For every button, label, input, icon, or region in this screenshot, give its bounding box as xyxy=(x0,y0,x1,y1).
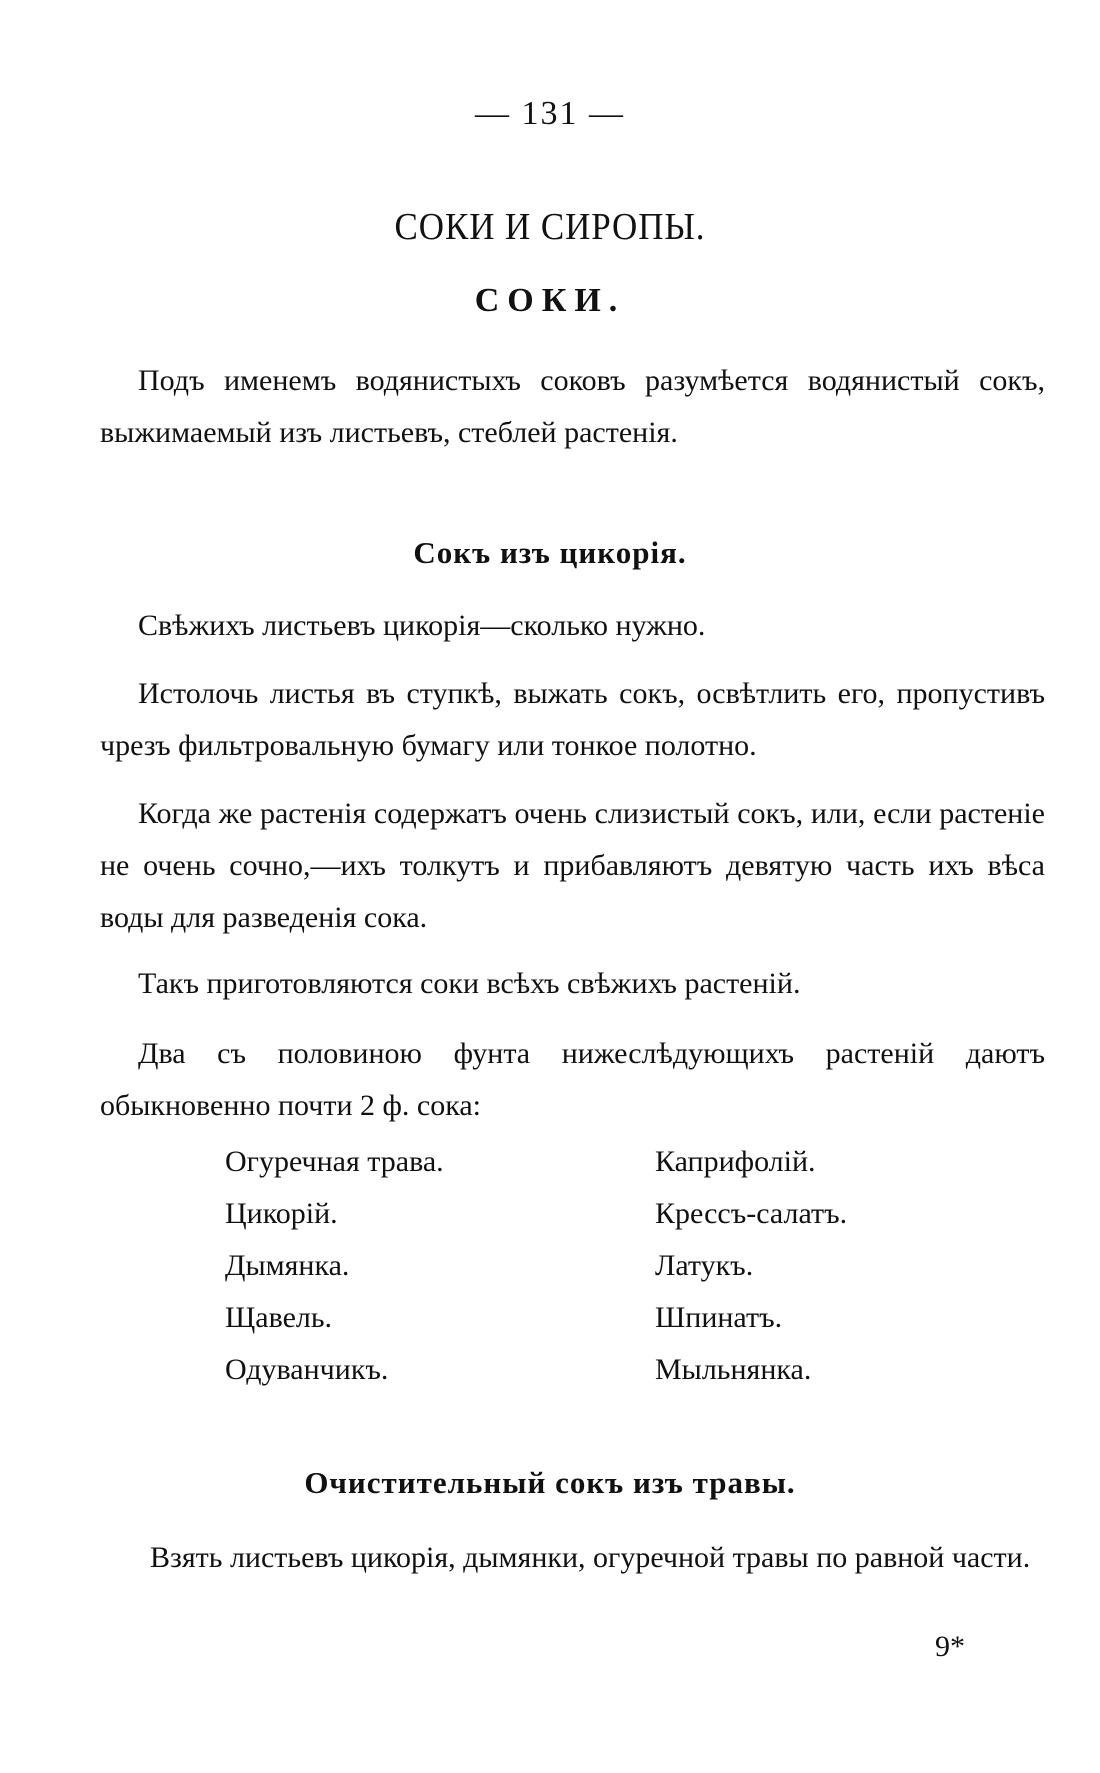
fresh-plants-paragraph xyxy=(100,958,1045,1010)
cleansing-juice-heading: Очистительный сокъ изъ травы. xyxy=(304,1465,796,1500)
yield-paragraph xyxy=(100,1028,1045,1132)
plant-item: Каприфолій. xyxy=(655,1145,816,1178)
yield-text: Два съ половиною фунта нижеслѣдующихъ растеній даютъ обыкновенно почти 2 ф. сока: xyxy=(100,1037,1045,1122)
plant-item: Латукъ. xyxy=(655,1249,754,1282)
chicory-method-text: Истолочь листья въ ступкѣ, выжать сокъ, освѣтлить его, пропустивъ чрезъ фильтровальную бумагу или тонкое полотно. xyxy=(100,677,1045,762)
cleansing-text: Взять листьевъ цикорія, дымянки, огуречной травы по равной части. xyxy=(150,1541,1031,1574)
plant-item: Мыльнянка. xyxy=(655,1353,812,1386)
plant-item: Крессъ-салатъ. xyxy=(655,1197,848,1230)
cleansing-paragraph xyxy=(112,1532,1045,1584)
chicory-juice-heading: Сокъ изъ цикорія. xyxy=(413,535,687,570)
subsection-title: СОКИ. xyxy=(474,282,626,319)
plant-item: Одуванчикъ. xyxy=(225,1353,389,1386)
plant-list xyxy=(225,1145,925,1405)
mucilage-paragraph xyxy=(100,788,1045,944)
fresh-plants-text: Такъ приготовляются соки всѣхъ свѣжихъ растеній. xyxy=(138,967,801,1000)
plant-item: Цикорій. xyxy=(225,1197,338,1230)
chicory-ingredient-paragraph xyxy=(100,600,1045,652)
plant-item: Шпинатъ. xyxy=(655,1301,783,1334)
chicory-ingredient-text: Свѣжихъ листьевъ цикорія—сколько нужно. xyxy=(138,609,706,642)
plant-item: Дымянка. xyxy=(225,1249,350,1282)
intro-paragraph xyxy=(100,355,1045,459)
intro-text: Подъ именемъ водянистыхъ соковъ разумѣется водянистый сокъ, выжимаемый изъ листьевъ, стеблей растенія. xyxy=(100,364,1045,449)
signature-mark: 9* xyxy=(935,1630,965,1663)
plant-item: Щавель. xyxy=(225,1301,333,1334)
plant-item: Огуречная трава. xyxy=(225,1145,444,1178)
section-title: СОКИ И СИРОПЫ. xyxy=(394,206,706,248)
page-number: — 131 — xyxy=(475,95,625,132)
mucilage-text: Когда же растенія содержатъ очень слизистый сокъ, или, если растеніе не очень сочно,—ихъ толкутъ и прибавляютъ девятую часть ихъ вѣса воды для разведенія сока. xyxy=(100,797,1045,934)
chicory-method-paragraph xyxy=(100,668,1045,772)
